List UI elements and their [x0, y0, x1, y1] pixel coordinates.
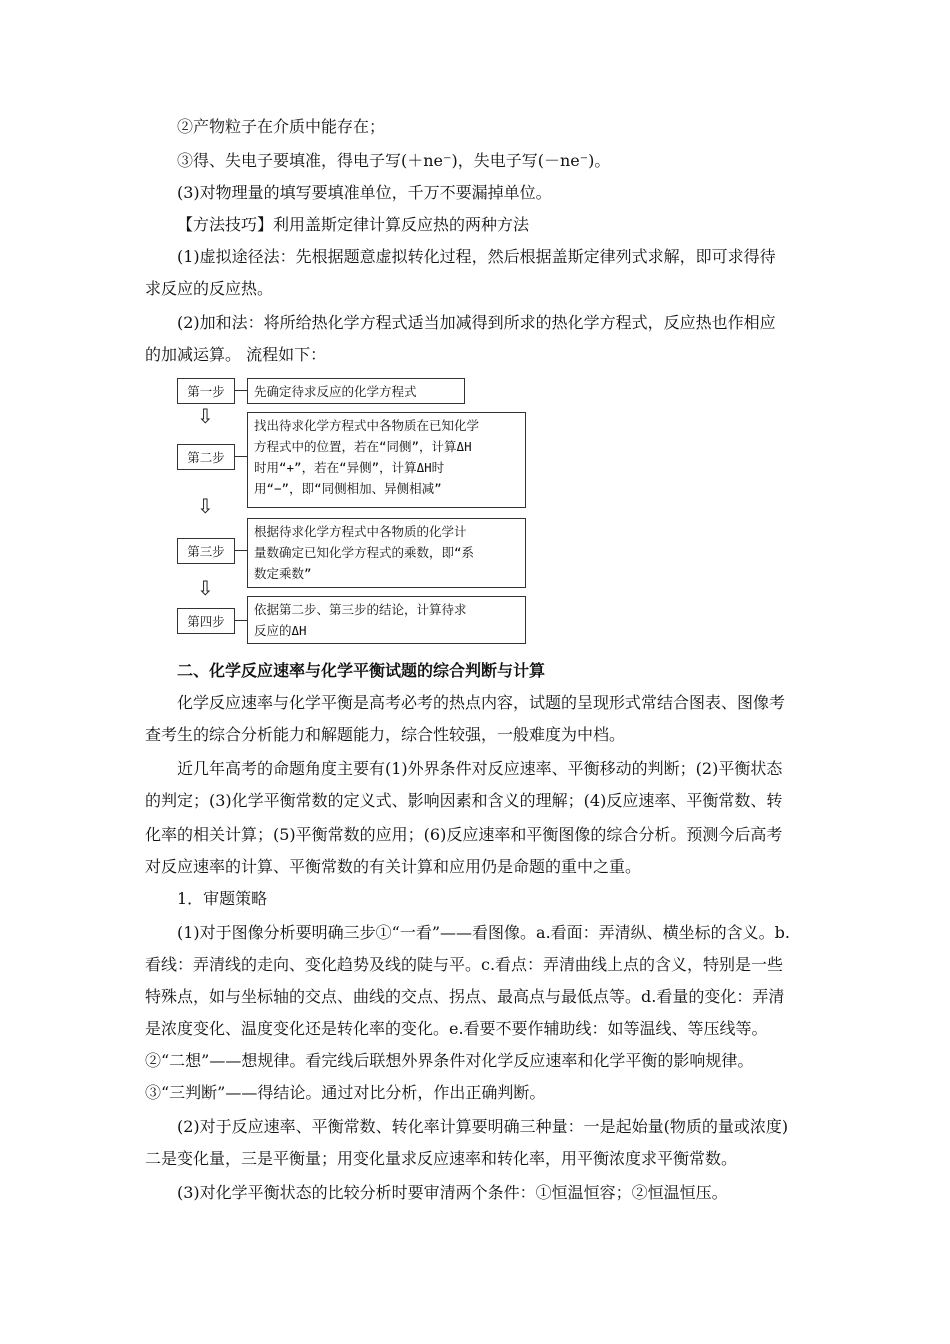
line-19: 特殊点，如与坐标轴的交点、曲线的交点、拐点、最高点与最低点等。d.看量的变化：弄清	[145, 987, 785, 1006]
line-10: 化学反应速率与化学平衡是高考必考的热点内容，试题的呈现形式常结合图表、图像考	[177, 693, 786, 712]
step-3-label: 第三步	[177, 538, 235, 564]
step-3-connector	[235, 550, 247, 551]
step-4-desc-line: 反应的ΔH	[254, 623, 307, 638]
subsection-heading: 1．审题策略	[177, 889, 268, 908]
step-2-connector	[235, 456, 247, 457]
step-1-connector	[235, 390, 247, 391]
line-2: ③得、失电子要填准，得电子写(＋ne⁻)，失电子写(－ne⁻)。	[177, 151, 611, 170]
step-2-desc-line: 找出待求化学方程式中各物质在已知化学	[254, 418, 480, 433]
step-3-desc-line: 数定乘数”	[254, 566, 312, 581]
line-15: 对反应速率的计算、平衡常数的有关计算和应用仍是命题的重中之重。	[145, 857, 642, 876]
step-2-desc	[247, 412, 526, 508]
line-17: (1)对于图像分析要明确三步①“一看”——看图像。a.看面：弄清纵、横坐标的含义。b.	[177, 923, 790, 942]
step-4-connector	[235, 620, 247, 621]
arrow-down-icon: ⇩	[197, 404, 214, 428]
step-3-desc	[247, 518, 526, 588]
line-5: (1)虚拟途径法：先根据题意虚拟转化过程，然后根据盖斯定律列式求解，即可求得待	[177, 247, 776, 266]
step-2-desc-line: 用“−”，即“同侧相加、异侧相减”	[254, 481, 442, 496]
step-3-desc-line: 根据待求化学方程式中各物质的化学计	[254, 524, 467, 539]
step-1-desc-line: 先确定待求反应的化学方程式	[254, 384, 417, 399]
line-12: 近几年高考的命题角度主要有(1)外界条件对反应速率、平衡移动的判断；(2)平衡状态	[177, 759, 783, 778]
line-23: (2)对于反应速率、平衡常数、转化率计算要明确三种量：一是起始量(物质的量或浓度)	[177, 1117, 789, 1136]
arrow-down-icon: ⇩	[197, 494, 214, 518]
step-2-desc-line: 方程式中的位置，若在“同侧”，计算ΔH	[254, 439, 472, 454]
step-4-label: 第四步	[177, 608, 235, 634]
line-8: 的加减运算。 流程如下：	[145, 345, 327, 364]
step-2-label: 第二步	[177, 444, 235, 470]
line-20: 是浓度变化、温度变化还是转化率的变化。e.看要不要作辅助线：如等温线、等压线等。	[145, 1019, 768, 1038]
step-4-desc-line: 依据第二步、第三步的结论，计算待求	[254, 602, 467, 617]
section-heading: 二、化学反应速率与化学平衡试题的综合判断与计算	[177, 661, 546, 680]
line-13: 的判定；(3)化学平衡常数的定义式、影响因素和含义的理解；(4)反应速率、平衡常数、转	[145, 791, 783, 810]
step-3-desc-line: 量数确定已知化学方程式的乘数，即“系	[254, 545, 475, 560]
step-4-desc	[247, 596, 526, 644]
line-22: ③“三判断”——得结论。通过对比分析，作出正确判断。	[145, 1083, 546, 1102]
line-1: ②产物粒子在介质中能存在；	[177, 117, 386, 136]
line-6: 求反应的反应热。	[145, 279, 274, 298]
line-7: (2)加和法：将所给热化学方程式适当加减得到所求的热化学方程式，反应热也作相应	[177, 313, 776, 332]
line-24: 二是变化量，三是平衡量；用变化量求反应速率和转化率，用平衡浓度求平衡常数。	[145, 1149, 738, 1168]
line-21: ②“二想”——想规律。看完线后联想外界条件对化学反应速率和化学平衡的影响规律。	[145, 1051, 754, 1070]
method-tip-heading: 【方法技巧】利用盖斯定律计算反应热的两种方法	[177, 215, 530, 234]
line-14: 化率的相关计算；(5)平衡常数的应用；(6)反应速率和平衡图像的综合分析。预测今后高考	[145, 825, 783, 844]
line-11: 查考生的综合分析能力和解题能力，综合性较强，一般难度为中档。	[145, 725, 626, 744]
line-3: (3)对物理量的填写要填准单位，千万不要漏掉单位。	[177, 183, 552, 202]
step-1-label: 第一步	[177, 378, 235, 404]
arrow-down-icon: ⇩	[197, 576, 214, 600]
step-1-desc	[247, 378, 465, 404]
line-18: 看线：弄清线的走向、变化趋势及线的陡与平。c.看点：弄清曲线上点的含义，特别是一些	[145, 955, 784, 974]
step-2-desc-line: 时用“+”，若在“异侧”，计算ΔH时	[254, 460, 445, 475]
line-25: (3)对化学平衡状态的比较分析时要审清两个条件：①恒温恒容；②恒温恒压。	[177, 1183, 728, 1202]
